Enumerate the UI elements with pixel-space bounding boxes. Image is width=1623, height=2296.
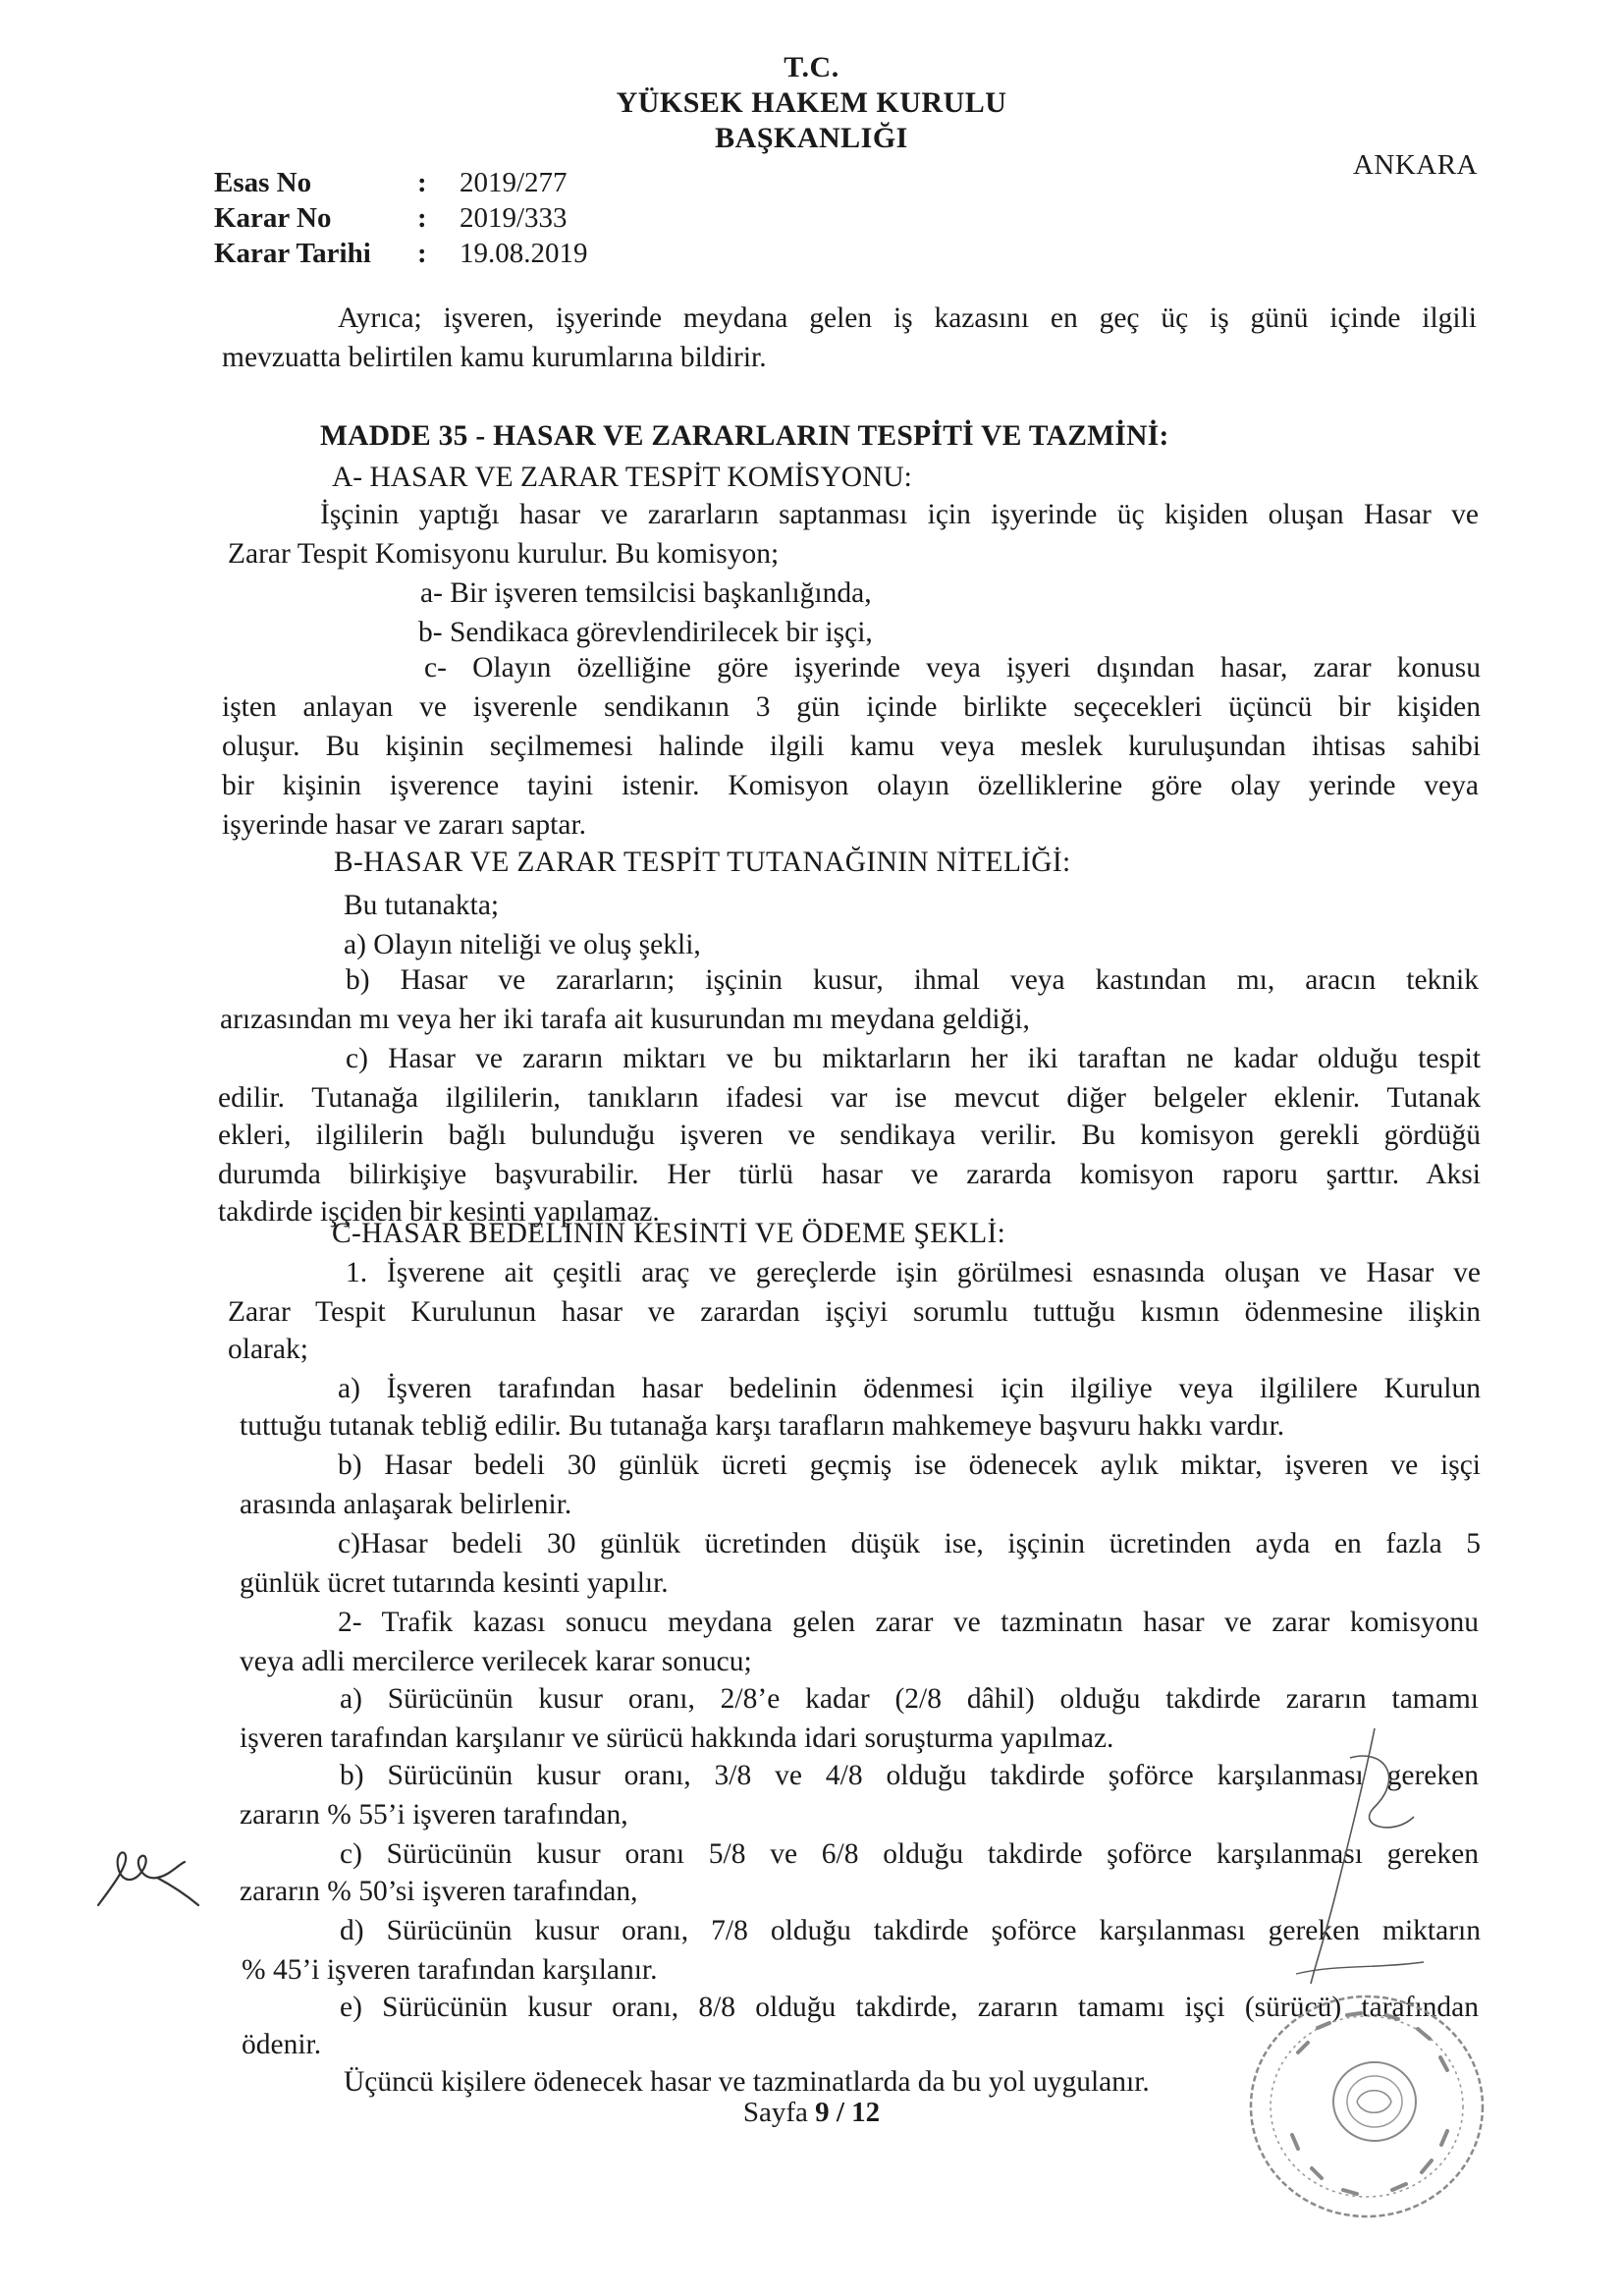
list-item: e) Sürücünün kusur oranı, 8/8 olduğu takdirde, zararın tamamı işçi (sürücü) tarafından (340, 1992, 1479, 2023)
meta-colon: : (417, 167, 427, 198)
paragraph-line: işten anlayan ve işverenle sendikanın 3 gün içinde birlikte seçecekleri üçüncü bir kişiden (222, 691, 1481, 723)
meta-colon: : (417, 238, 427, 269)
list-item: a) Sürücünün kusur oranı, 2/8’e kadar (2/8 dâhil) olduğu takdirde zararın tamamı (340, 1683, 1479, 1715)
list-item: b- Sendikaca görevlendirilecek bir işçi, (418, 617, 873, 648)
meta-label: Karar Tarihi (214, 238, 371, 269)
paragraph-line: ödenir. (242, 2029, 322, 2060)
paragraph-line: takdirde işçiden bir kesinti yapılamaz. (218, 1196, 660, 1228)
page-separator: / (836, 2097, 844, 2128)
paragraph-line: zararın % 55’i işveren tarafından, (240, 1799, 628, 1831)
page-prefix: Sayfa (742, 2097, 808, 2128)
paragraph-line: günlük ücret tutarında kesinti yapılır. (240, 1567, 669, 1599)
meta-label: Esas No (214, 167, 312, 198)
page-total: 12 (851, 2097, 881, 2128)
paragraph-line: Zarar Tespit Komisyonu kurulur. Bu komisyon; (228, 538, 780, 570)
paragraph-line: ekleri, ilgililerin bağlı bulunduğu işveren ve sendikaya verilir. Bu komisyon gerekli gördüğü (218, 1120, 1481, 1151)
header-tc: T.C. (784, 51, 839, 83)
paragraph-line: Ayrıca; işveren, işyerinde meydana gelen iş kazasını en geç üç iş günü içinde ilgili (338, 302, 1477, 334)
paragraph-line: arasında anlaşarak belirlenir. (240, 1489, 572, 1520)
initials-signature (88, 1827, 206, 1915)
paragraph-line: tuttuğu tutanak tebliğ edilir. Bu tutanağa karşı tarafların mahkemeye başvuru hakkı vardır. (240, 1410, 1285, 1442)
list-item: a- Bir işveren temsilcisi başkanlığında, (420, 577, 872, 609)
section-heading: B-HASAR VE ZARAR TESPİT TUTANAĞININ NİTELİĞİ: (334, 847, 1071, 878)
paragraph-line: işyerinde hasar ve zararı saptar. (222, 809, 587, 841)
list-item: c) Hasar ve zararın miktarı ve bu miktarların her iki taraftan ne kadar olduğu tespit (346, 1043, 1481, 1074)
header-city: ANKARA (1352, 149, 1478, 181)
paragraph-line: İşçinin yaptığı hasar ve zararların saptanması için işyerinde üç kişiden oluşan Hasar ve (320, 499, 1479, 530)
list-item: a) Olayın niteliği ve oluş şekli, (344, 929, 701, 960)
paragraph-line: durumda bilirkişiye başvurabilir. Her türlü hasar ve zararda komisyon raporu şarttır. Aksi (218, 1159, 1481, 1190)
paragraph-line: veya adli mercilerce verilecek karar sonucu; (240, 1646, 752, 1677)
meta-colon: : (417, 202, 427, 234)
paragraph-line: işveren tarafından karşılanır ve sürücü hakkında idari soruşturma yapılmaz. (240, 1722, 1114, 1754)
meta-label: Karar No (214, 202, 332, 234)
meta-value: 2019/333 (460, 202, 568, 234)
list-item: c) Sürücünün kusur oranı 5/8 ve 6/8 olduğu takdirde şoförce karşılanması gereken (340, 1838, 1479, 1870)
list-item: c- Olayın özelliğine göre işyerinde veya işyeri dışından hasar, zarar konusu (424, 652, 1481, 683)
list-item: c)Hasar bedeli 30 günlük ücretinden düşük ise, işçinin ücretinden ayda en fazla 5 (338, 1528, 1481, 1559)
list-item: d) Sürücünün kusur oranı, 7/8 olduğu takdirde şoförce karşılanması gereken miktarın (340, 1915, 1481, 1946)
list-item: b) Hasar bedeli 30 günlük ücreti geçmiş ise ödenecek aylık miktar, işveren ve işçi (338, 1449, 1481, 1481)
list-item: b) Sürücünün kusur oranı, 3/8 ve 4/8 olduğu takdirde şoförce karşılanması gereken (340, 1760, 1479, 1791)
meta-value: 2019/277 (460, 167, 568, 198)
header-presidency: BAŞKANLIĞI (715, 122, 908, 154)
paragraph-line: Zarar Tespit Kurulunun hasar ve zarardan işçiyi sorumlu tuttuğu kısmın ödenmesine ilişkin (228, 1296, 1481, 1328)
section-heading: A- HASAR VE ZARAR TESPİT KOMİSYONU: (332, 462, 912, 493)
list-item: 1. İşverene ait çeşitli araç ve gereçlerde işin görülmesi esnasında oluşan ve Hasar ve (346, 1257, 1481, 1288)
paragraph-line: oluşur. Bu kişinin seçilmemesi halinde ilgili kamu veya meslek kuruluşundan ihtisas sahibi (222, 731, 1481, 762)
section-heading: C-HASAR BEDELİNİN KESİNTİ VE ÖDEME ŞEKLİ: (332, 1218, 1006, 1249)
paragraph-line: zararın % 50’si işveren tarafından, (240, 1876, 638, 1907)
paragraph-line: mevzuatta belirtilen kamu kurumlarına bildirir. (222, 342, 767, 373)
paragraph-line: olarak; (228, 1334, 308, 1365)
paragraph-line: Üçüncü kişilere ödenecek hasar ve tazminatlarda da bu yol uygulanır. (344, 2066, 1150, 2098)
official-seal-stamp (1239, 1984, 1494, 2229)
paragraph-line: arızasından mı veya her iki tarafa ait kusurundan mı meydana geldiği, (220, 1004, 1030, 1035)
meta-value: 19.08.2019 (460, 238, 588, 269)
paragraph-line: % 45’i işveren tarafından karşılanır. (242, 1954, 658, 1986)
article-heading: MADDE 35 - HASAR VE ZARARLARIN TESPİTİ VE TAZMİNİ: (320, 420, 1169, 452)
paragraph-line: Bu tutanakta; (344, 890, 500, 921)
paragraph-line: bir kişinin işverence tayini istenir. Komisyon olayın özelliklerine göre olay yerinde veya (222, 770, 1479, 801)
paragraph-line: edilir. Tutanağa ilgililerin, tanıkların ifadesi var ise mevcut diğer belgeler eklenir. Tutanak (218, 1082, 1481, 1114)
list-item: a) İşveren tarafından hasar bedelinin ödenmesi için ilgiliye veya ilgililere Kurulun (338, 1373, 1481, 1404)
header-institution: YÜKSEK HAKEM KURULU (616, 86, 1007, 119)
list-item: b) Hasar ve zararların; işçinin kusur, ihmal veya kastından mı, aracın teknik (346, 964, 1479, 996)
list-item: 2- Trafik kazası sonucu meydana gelen zarar ve tazminatın hasar ve zarar komisyonu (338, 1607, 1479, 1638)
page-current: 9 (815, 2097, 830, 2128)
